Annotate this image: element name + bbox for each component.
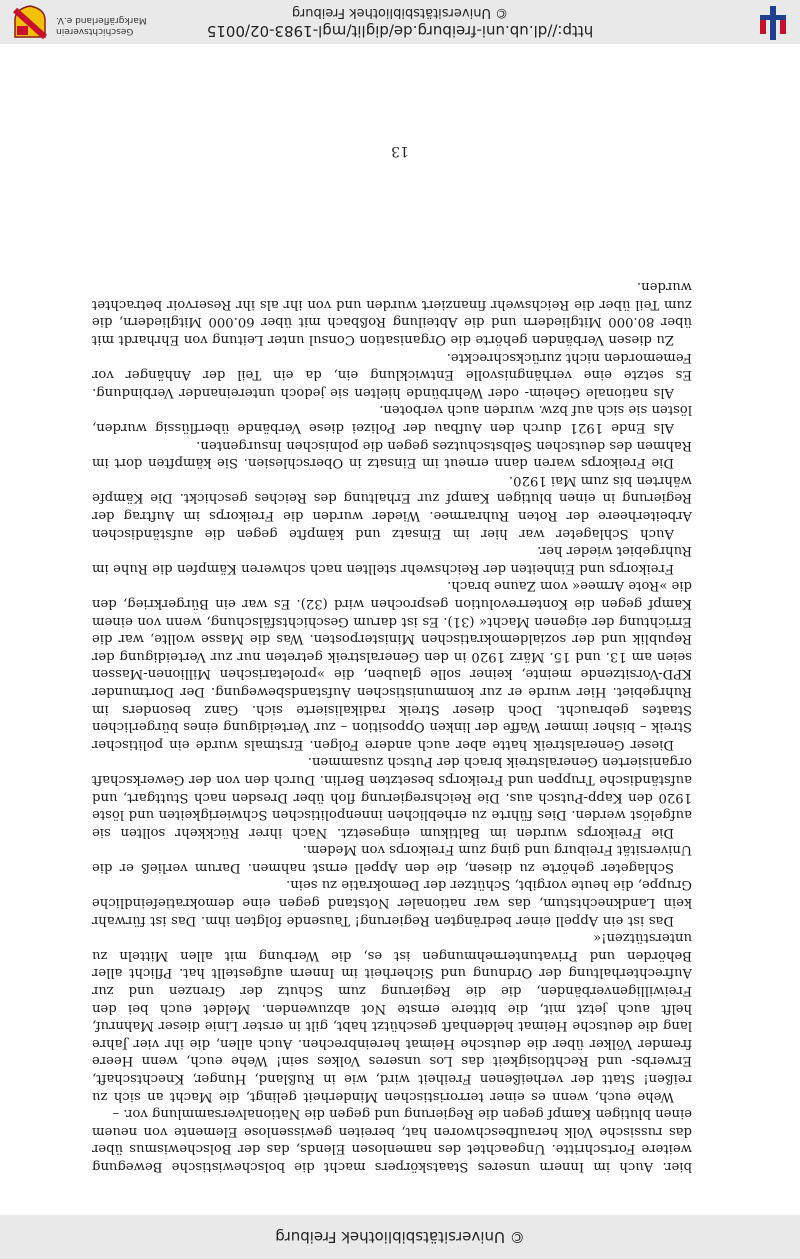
society-line-1: Geschichtsverein (56, 26, 134, 36)
page-body (92, 278, 692, 1175)
header-bar (0, 1215, 800, 1259)
paragraph: Auch Schlageter war hier im Einsatz und kämpfte gegen die aufständischen Arbeiterheere der Roten Ruhrarmee. Wieder wurden die Freikorps im Auftrag der Regierung in einen blutigen Kampf zur Erhaltung des Reiches geschickt. Die Kämpfe währten bis zum Mai 1920. (92, 472, 692, 541)
paragraph: Als nationale Geheim- oder Wehrbünde hielten sie jedoch untereinander Verbindung. Es setzte eine verhängnisvolle Entwicklung ein, da ein Teil der Anhänger vor Fememorden nicht zurückschreckte. (92, 349, 692, 400)
header-library-credit: © Universitätsbibliothek Freiburg (275, 1228, 525, 1246)
paragraph: Wehe euch, wenn es einer terroristischen Minderheit gelingt, die Macht an sich zu reißen! Statt der verheißenen Freiheit wird, wie in Rußland, Hunger, Knechtschaft, Erwerbs- und Rechtlosigkeit das Los unseres Volkes sein! Wehe euch, wenn Heere fremder Völker über die deutsche Heimat hereinbrechen. Auch allen, die ihr vier Jahre lang die deutsche Heimat heldenhaft geschützt habt, gilt in erster Linie dieser Mahnruf, helft auch jetzt mit, die bittere ernste Not abzuwenden. Meldet euch bei den Freiwilligenverbänden, die die Regierung zum Schutz der Grenzen und zur Aufrechterhaltung der Ordnung und Sicherheit im Innern aufgestellt hat. Pflicht aller Behörden und Privatunternehmungen ist es, die Werbung mit allen Mitteln zu unterstützen!« (92, 930, 692, 1104)
page-number: 13 (391, 143, 409, 159)
paragraph: Dieser Generalstreik hatte aber auch andere Folgen. Erstmals wurde ein politischer Streik – bisher immer Waffe der linken Opposition – zur Verteidigung eines bürgerlichen Staates gebraucht. Doch dieser Streik radikalisierte sich. Ganz besonders im Ruhrgebiet. Hier wurde er zur kommunistischen Aufstandsbewegung. Der Dortmunder KPD-Vorsitzende meinte, keiner solle glauben, die »proletarischen Millionen-Massen seien am 13. und 15. März 1920 in den Generalstreik getreten nur zur Verteidigung der Republik und der sozialdemokratischen Ministerposten. Was die Masse wollte, war die Errichtung der eigenen Macht« (31). Es ist darum Geschichtsfälschung, wenn von einem Kampf gegen die Konterrevolution gesprochen wird (32). Es war ein Bürgerkrieg, den die »Rote Armee« vom Zaune brach. (92, 578, 692, 752)
footer-bar (0, 0, 800, 44)
footer-library-credit: © Universitätsbibliothek Freiburg (291, 5, 509, 20)
paragraph: Freikorps und Einheiten der Reichswehr stellten nach schweren Kämpfen die Ruhe im Ruhrgebiet wieder her. (92, 543, 692, 576)
paragraph: Schlageter gehörte zu diesen, die den Appell ernst nahmen. Darum verließ er die Universität Freiburg und ging zum Freikorps von Medem. (92, 842, 692, 875)
paragraph: Die Freikorps waren dann erneut im Einsatz in Oberschlesien. Sie kämpften dort im Rahmen des deutschen Selbstschutzes gegen die polnischen Insurgenten. (92, 437, 692, 471)
paragraph: Das ist ein Appell einer bedrängten Regierung! Tausende folgten ihm. Das ist fürwahr kein Landknechtstum, das war nationaler Notstand gegen eine demokratiefeindliche Gruppe, die heute vorgibt, Schützer der Demokratie zu sein. (92, 877, 692, 928)
paragraph: Als Ende 1921 durch den Aufbau der Polizei diese Verbände überflüssig wurden, lösten sie sich auf bzw. wurden auch verboten. (92, 402, 692, 436)
society-name (56, 14, 147, 36)
society-line-2: Markgräflerland e.V. (56, 15, 147, 25)
document-url[interactable]: http://dl.ub.uni-freiburg.de/diglit/mgl-1983-02/0015 (206, 22, 594, 40)
paragraph: Die Freikorps wurden im Baltikum eingesetzt. Nach ihrer Rückkehr sollten sie aufgelöst werden. Dies führte zu erheblichen innenpolitischen Schwierigkeiten und löste 1920 den Kapp-Putsch aus. Die Reichsregierung floh über Dresden nach Stuttgart, und aufständische Truppen und Freikorps besetzten Berlin. Durch den von der Gewerkschaft organisierten Generalstreik brach der Putsch zusammen. (92, 754, 692, 840)
coat-of-arms-icon (12, 4, 48, 40)
paragraph: bier. Auch im Innern unseres Staatskörpers macht die bolschewistische Bewegung weitere Fortschritte. Ungeachtet des namenlosen Elends, das der Bolschewismus über das russische Volk heraufbeschworen hat, bereiten gewissenlose Elemente von neuem einen blutigen Kampf gegen die Regierung und gegen die Nationalversammlung vor. – (92, 1106, 692, 1174)
paragraph: Zu diesen Verbänden gehörte die Organisation Consul unter Leitung von Ehrhardt mit über 80.000 Mitgliedern und die Abteilung Roßbach mit über 60.000 Mitgliedern, die zum Teil über die Reichswehr finanziert wurden und von ihr als ihr Reservoir betrachtet wurden. (92, 279, 692, 348)
